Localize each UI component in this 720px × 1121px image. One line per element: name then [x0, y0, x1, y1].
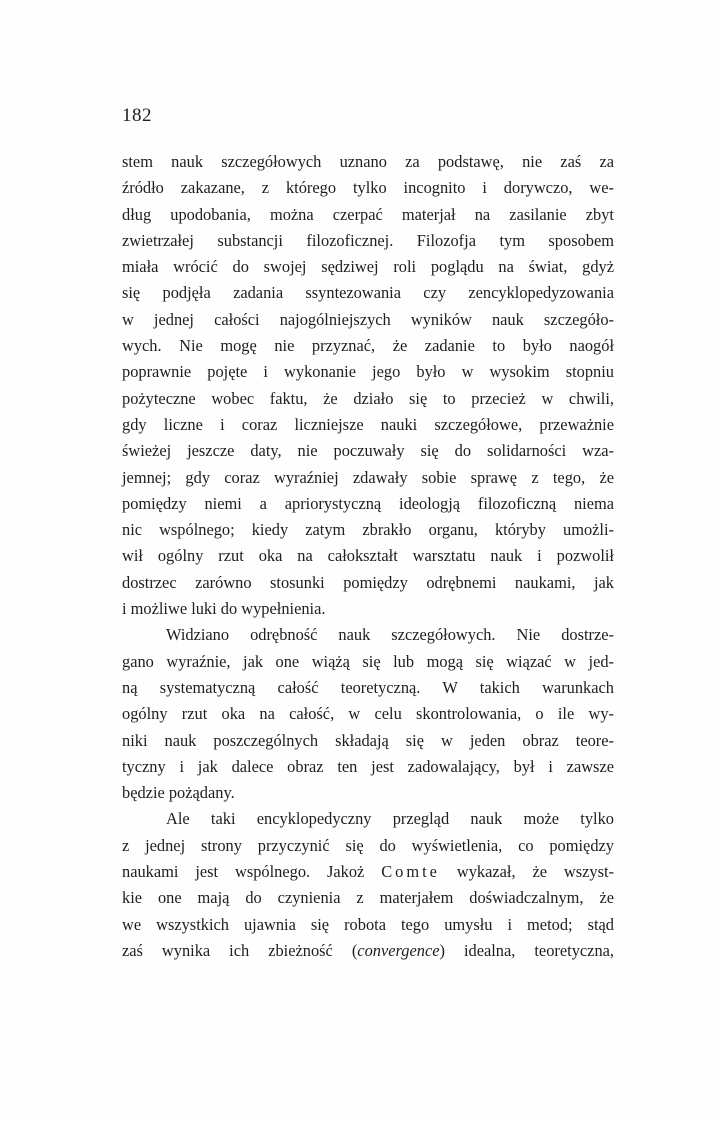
text-line-5: miała wrócić do swojej sędziwej roli poglądu na świat, gdyż — [122, 257, 614, 277]
text-line-20: gano wyraźnie, jak one wiążą się lub mogą się wiązać w jed- — [122, 651, 614, 671]
text-line-28 — [122, 859, 614, 885]
page-number: 182 — [122, 105, 152, 126]
text-line-11: gdy liczne i coraz liczniejsze nauki szczegółowe, przeważnie — [122, 414, 614, 434]
text-line-2: źródło zakazane, z którego tylko incognito i dorywczo, we- — [122, 178, 614, 198]
text-line-26: Ale taki encyklopedyczny przegląd nauk może tylko — [166, 809, 614, 829]
text-line-3: dług upodobania, można czerpać materjał na zasilanie zbyt — [122, 204, 614, 224]
author-name-comte: Comte — [381, 862, 440, 882]
text-line-7: w jednej całości najogólniejszych wyników nauk szczegóło- — [122, 309, 614, 329]
text-line-30: we wszystkich ujawnia się robota tego umysłu i metod; stąd — [122, 914, 614, 934]
text-line-19: Widziano odrębność nauk szczegółowych. Nie dostrze- — [166, 625, 614, 645]
body-text — [122, 149, 614, 964]
text-line-1: stem nauk szczegółowych uznano za podstawę, nie zaś za — [122, 152, 614, 171]
text-line-21: ną systematyczną całość teoretyczną. W takich warunkach — [122, 677, 614, 697]
text-line-4: zwietrzałej substancji filozoficznej. Filozofja tym sposobem — [122, 230, 614, 250]
text-line-31 — [122, 938, 614, 964]
text-line-16: wił ogólny rzut oka na całokształt warsztatu nauk i pozwolił — [122, 546, 614, 566]
text-line-14: pomiędzy niemi a apriorystyczną ideologją filozoficzną niema — [122, 493, 614, 513]
text-segment: naukami jest wspólnego. Jakoż — [122, 862, 365, 882]
text-line-6: się podjęła zadania ssyntezowania czy zencyklopedyzowania — [122, 283, 614, 303]
text-line-13: jemnej; gdy coraz wyraźniej zdawały sobie sprawę z tego, że — [122, 467, 614, 487]
italic-term-convergence: convergence — [357, 940, 440, 960]
text-line-27: z jednej strony przyczynić się do wyświetlenia, co pomiędzy — [122, 835, 614, 855]
text-segment: ) idealna, teoretyczna, — [439, 940, 615, 960]
text-line-17: dostrzec zarówno stosunki pomiędzy odrębnemi naukami, jak — [122, 572, 614, 592]
text-line-29: kie one mają do czynienia z materjałem doświadczalnym, że — [122, 888, 614, 908]
text-line-24: tyczny i jak dalece obraz ten jest zadowalający, był i zawsze — [122, 756, 614, 776]
text-line-25: będzie pożądany. — [122, 783, 235, 803]
text-line-10: pożyteczne wobec faktu, że działo się to przecież w chwili, — [122, 388, 614, 408]
text-line-9: poprawnie pojęte i wykonanie jego było w wysokim stopniu — [122, 362, 614, 382]
text-line-23: niki nauk poszczególnych składają się w jeden obraz teore- — [122, 730, 614, 750]
text-line-12: świeżej jeszcze daty, nie poczuwały się do solidarności wza- — [122, 441, 614, 461]
text-line-8: wych. Nie mogę nie przyznać, że zadanie to było naogół — [122, 336, 614, 356]
text-line-22: ogólny rzut oka na całość, w celu skontrolowania, o ile wy- — [122, 704, 614, 724]
text-segment: wykazał, że wszyst- — [456, 862, 614, 882]
text-line-15: nic wspólnego; kiedy zatym zbrakło organu, któryby umożli- — [122, 520, 614, 540]
text-segment: zaś wynika ich zbieżność ( — [122, 940, 358, 960]
text-line-18: i możliwe luki do wypełnienia. — [122, 599, 326, 619]
